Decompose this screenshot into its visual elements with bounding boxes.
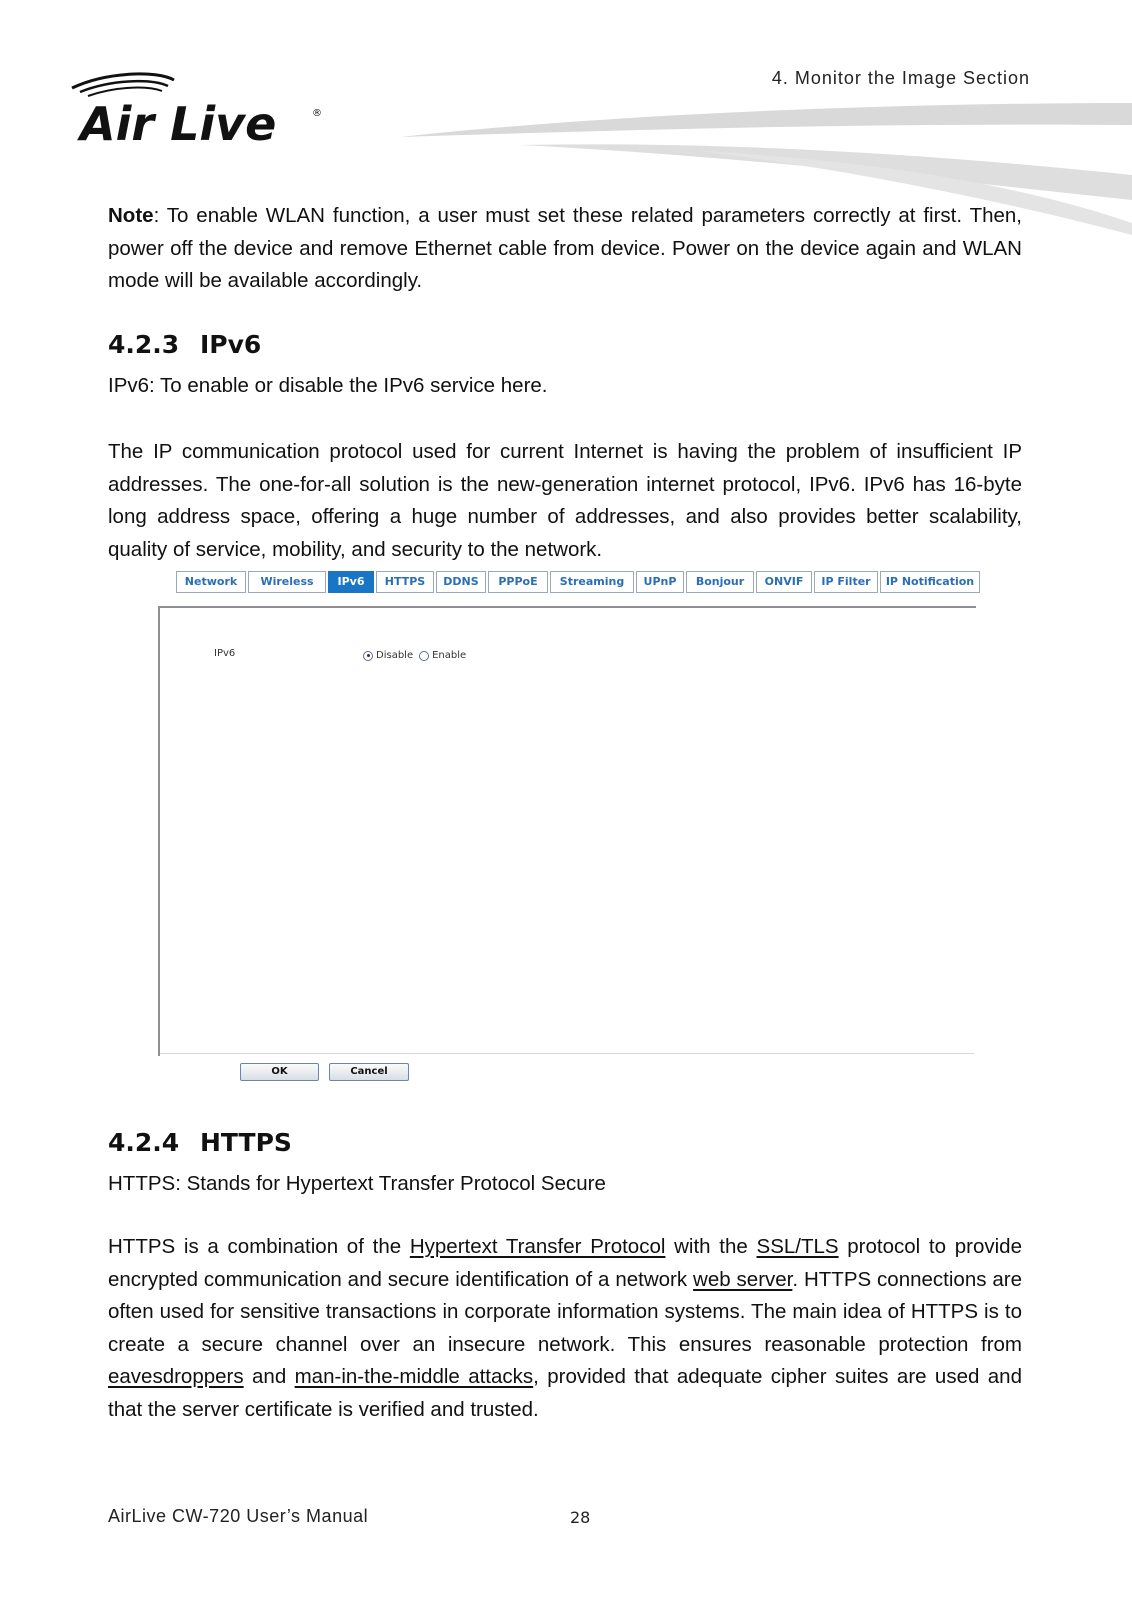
svg-text:Air Live: Air Live [80, 97, 277, 150]
https-heading-number: 4.2.4 [108, 1128, 180, 1157]
tab-upnp[interactable]: UPnP [636, 571, 684, 593]
ipv6-heading-number: 4.2.3 [108, 330, 180, 359]
disable-radio[interactable] [363, 651, 373, 661]
ipv6-settings-panel [158, 606, 976, 1056]
https-body [108, 1231, 1022, 1426]
tab-ip-filter[interactable]: IP Filter [814, 571, 878, 593]
https-body-text: protocol to provide encrypted communication and secure identification of a network [108, 1235, 1022, 1291]
https-body-text: with the [665, 1235, 757, 1258]
link-hypertext-transfer-protocol[interactable]: Hypertext Transfer Protocol [409, 1235, 666, 1258]
tab-bonjour[interactable]: Bonjour [686, 571, 754, 593]
tab-onvif[interactable]: ONVIF [756, 571, 812, 593]
enable-radio-label: Enable [432, 650, 467, 661]
link-eavesdroppers[interactable]: eavesdroppers [108, 1365, 244, 1388]
link-man-in-the-middle-attacks[interactable]: man-in-the-middle attacks [294, 1365, 534, 1388]
ipv6-heading-title: IPv6 [200, 330, 262, 359]
footer-manual-title: AirLive CW-720 User’s Manual [108, 1506, 369, 1526]
https-body-text: and [243, 1365, 295, 1388]
tab-pppoe[interactable]: PPPoE [488, 571, 548, 593]
settings-tab-bar [176, 571, 980, 593]
note-label: Note [108, 204, 154, 227]
ipv6-body: The IP communication protocol used for current Internet is having the problem of insufficient IP addresses. The one-for-all solution is the new-generation internet protocol, IPv6. IPv6 has 16-byte long address space, offering a huge number of addresses, and also provides better scalability, quality of service, mobility, and security to the network. [108, 440, 1022, 561]
https-intro: HTTPS: Stands for Hypertext Transfer Protocol Secure [108, 1172, 606, 1195]
panel-divider [160, 1053, 974, 1054]
https-body-text: HTTPS is a combination of the [108, 1235, 410, 1258]
https-heading-title: HTTPS [200, 1128, 292, 1157]
note-text: : To enable WLAN function, a user must set these related parameters correctly at first. Then, power off the device and remove Ethernet cable from device. Power on the device again and WLAN mode will be available accordingly. [108, 204, 1022, 292]
ipv6-field-label: IPv6 [214, 648, 236, 659]
enable-radio[interactable] [419, 651, 429, 661]
ipv6-radio-group [363, 650, 472, 661]
section-title: 4. Monitor the Image Section [771, 68, 1030, 88]
ok-button[interactable]: OK [240, 1063, 319, 1081]
https-body-text: . HTTPS connections are often used for sensitive transactions in corporate information systems. The main idea of HTTPS is to create a secure channel over an insecure network. This ensures reasonable protection from [108, 1267, 1022, 1356]
https-heading [108, 1128, 292, 1157]
footer-page-number: 28 [570, 1508, 591, 1527]
ipv6-intro: IPv6: To enable or disable the IPv6 service here. [108, 374, 548, 397]
airlive-logo [66, 70, 336, 150]
cancel-button[interactable]: Cancel [329, 1063, 409, 1081]
link-ssl-tls[interactable]: SSL/TLS [756, 1235, 839, 1258]
tab-ipv6[interactable]: IPv6 [328, 571, 374, 593]
tab-ip-notification[interactable]: IP Notification [880, 571, 980, 593]
tab-ddns[interactable]: DDNS [436, 571, 486, 593]
tab-wireless[interactable]: Wireless [248, 571, 326, 593]
tab-streaming[interactable]: Streaming [550, 571, 634, 593]
svg-text:®: ® [312, 108, 322, 119]
link-web-server[interactable]: web server [693, 1267, 793, 1291]
note-paragraph [108, 200, 1022, 298]
disable-radio-label: Disable [376, 650, 414, 661]
https-body-text: , provided that adequate cipher suites are used and that the server certificate is verified and trusted. [108, 1365, 1022, 1421]
tab-https[interactable]: HTTPS [376, 571, 434, 593]
tab-network[interactable]: Network [176, 571, 246, 593]
ipv6-heading [108, 330, 261, 359]
